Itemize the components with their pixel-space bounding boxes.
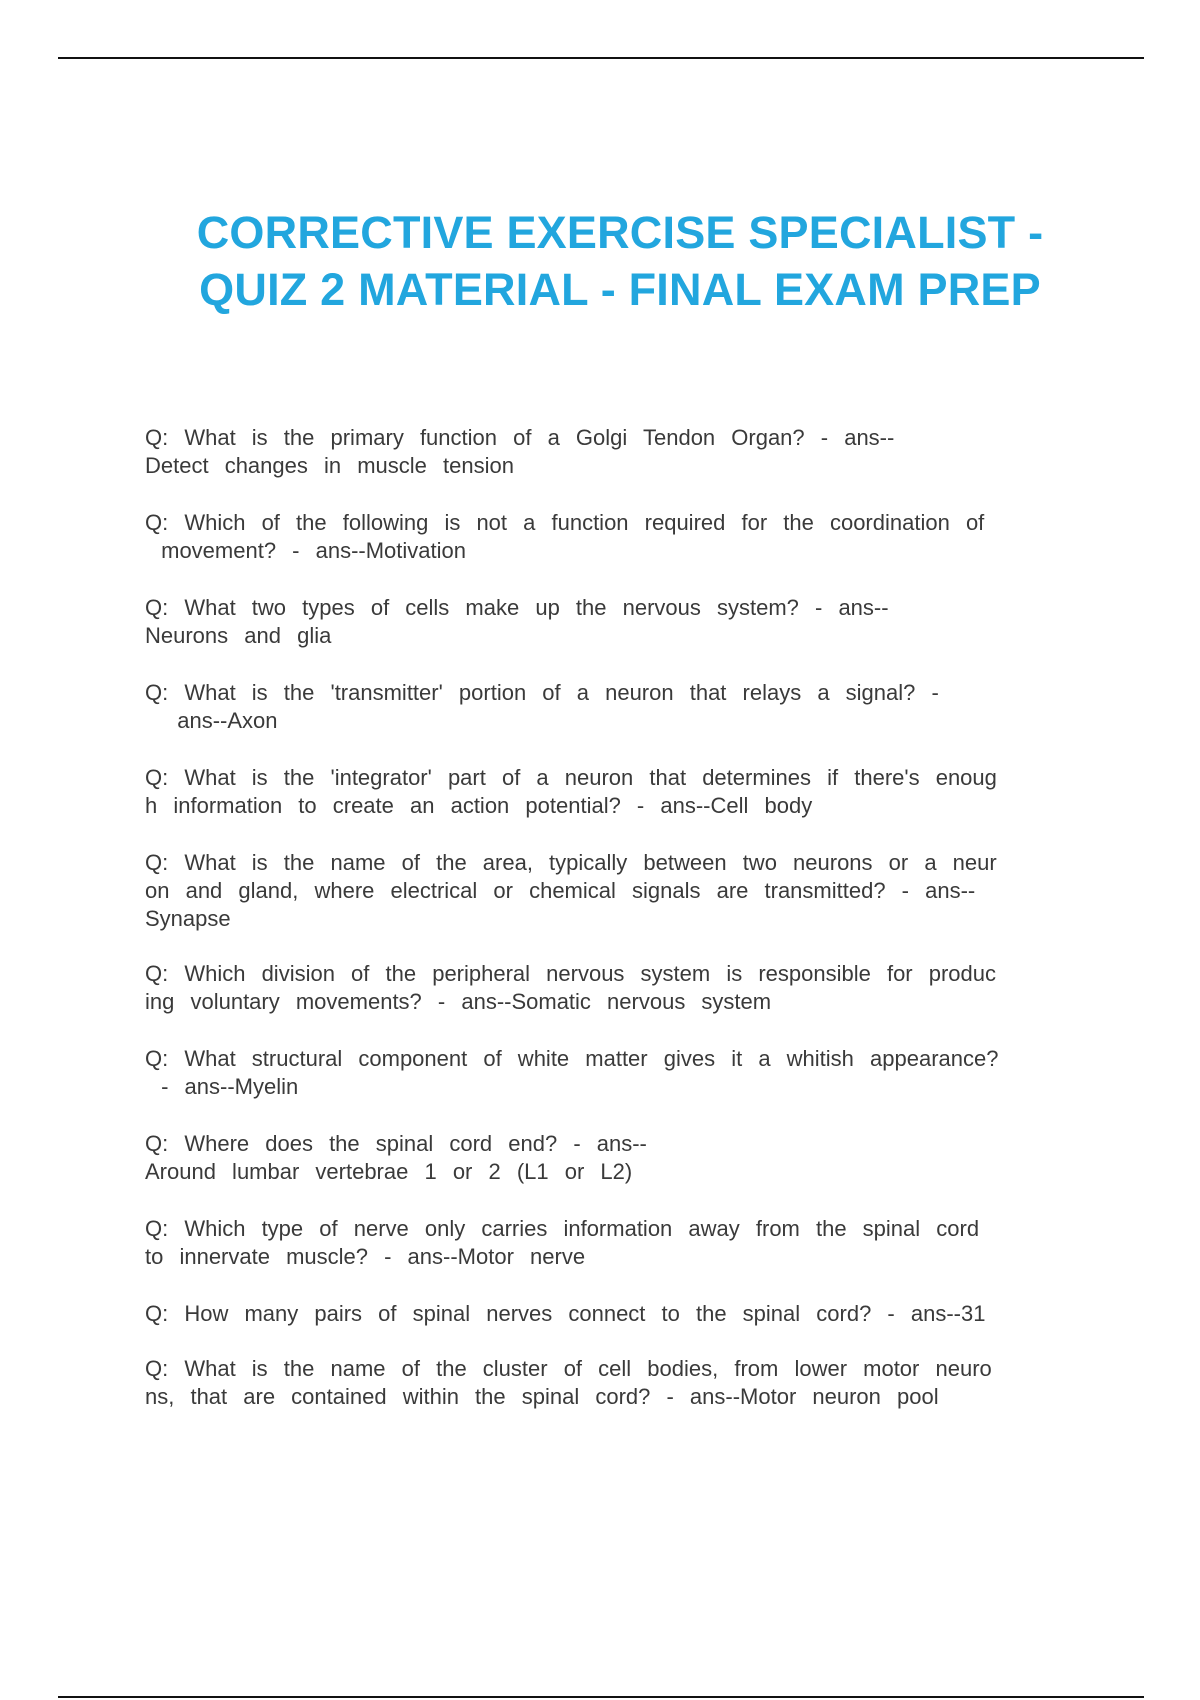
qa-line: to innervate muscle? - ans--Motor nerve (145, 1244, 586, 1269)
qa-line: Q: What structural component of white matter gives it a whitish appearance? (145, 1046, 999, 1071)
qa-line: Q: What two types of cells make up the nervous system? - ans-- (145, 595, 889, 620)
qa-line: ing voluntary movements? - ans--Somatic nervous system (145, 989, 772, 1014)
title-line-1: CORRECTIVE EXERCISE SPECIALIST - (196, 207, 1044, 259)
qa-line: on and gland, where electrical or chemical signals are transmitted? - ans-- (145, 878, 976, 903)
qa-item-12 (145, 1355, 1085, 1411)
qa-line: Synapse (145, 906, 231, 931)
spacer (145, 1101, 1085, 1130)
spacer (145, 820, 1085, 849)
spacer (145, 933, 1085, 960)
spacer (145, 480, 1085, 509)
qa-item-7 (145, 960, 1085, 1016)
qa-line: ans--Axon (145, 708, 278, 733)
qa-line: Q: Which of the following is not a function required for the coordination of (145, 510, 985, 535)
spacer (145, 565, 1085, 594)
qa-item-5 (145, 764, 1085, 820)
spacer (145, 1271, 1085, 1300)
qa-list (145, 424, 1085, 1411)
qa-item-1 (145, 424, 1085, 480)
spacer (145, 1186, 1085, 1215)
qa-line: movement? - ans--Motivation (145, 538, 466, 563)
qa-line: ns, that are contained within the spinal cord? - ans--Motor neuron pool (145, 1384, 939, 1409)
qa-line: Q: Where does the spinal cord end? - ans-- (145, 1131, 647, 1156)
qa-line: Q: What is the primary function of a Golgi Tendon Organ? - ans-- (145, 425, 895, 450)
qa-line: Detect changes in muscle tension (145, 453, 514, 478)
spacer (145, 1328, 1085, 1355)
qa-item-9 (145, 1130, 1085, 1186)
qa-line: Q: What is the 'integrator' part of a neuron that determines if there's enoug (145, 765, 997, 790)
qa-item-4 (145, 679, 1085, 735)
qa-item-3 (145, 594, 1085, 650)
spacer (145, 650, 1085, 679)
spacer (145, 1016, 1085, 1045)
qa-line: h information to create an action potential? - ans--Cell body (145, 793, 813, 818)
qa-item-6 (145, 849, 1085, 933)
document-title (100, 204, 1140, 318)
qa-line: Q: Which type of nerve only carries information away from the spinal cord (145, 1216, 980, 1241)
spacer (145, 735, 1085, 764)
qa-item-2 (145, 509, 1085, 565)
bottom-rule (58, 1696, 1144, 1698)
title-line-2: QUIZ 2 MATERIAL - FINAL EXAM PREP (199, 264, 1041, 316)
top-rule (58, 57, 1144, 59)
qa-line: Q: What is the name of the cluster of cell bodies, from lower motor neuro (145, 1356, 992, 1381)
qa-line: Neurons and glia (145, 623, 332, 648)
qa-item-11 (145, 1300, 1085, 1328)
qa-line: - ans--Myelin (145, 1074, 299, 1099)
qa-line: Q: What is the name of the area, typically between two neurons or a neur (145, 850, 997, 875)
qa-line: Q: What is the 'transmitter' portion of a neuron that relays a signal? - (145, 680, 939, 705)
qa-line: Around lumbar vertebrae 1 or 2 (L1 or L2) (145, 1159, 633, 1184)
qa-item-8 (145, 1045, 1085, 1101)
qa-line: Q: Which division of the peripheral nervous system is responsible for produc (145, 961, 997, 986)
qa-line: Q: How many pairs of spinal nerves connect to the spinal cord? - ans--31 (145, 1301, 986, 1326)
qa-item-10 (145, 1215, 1085, 1271)
